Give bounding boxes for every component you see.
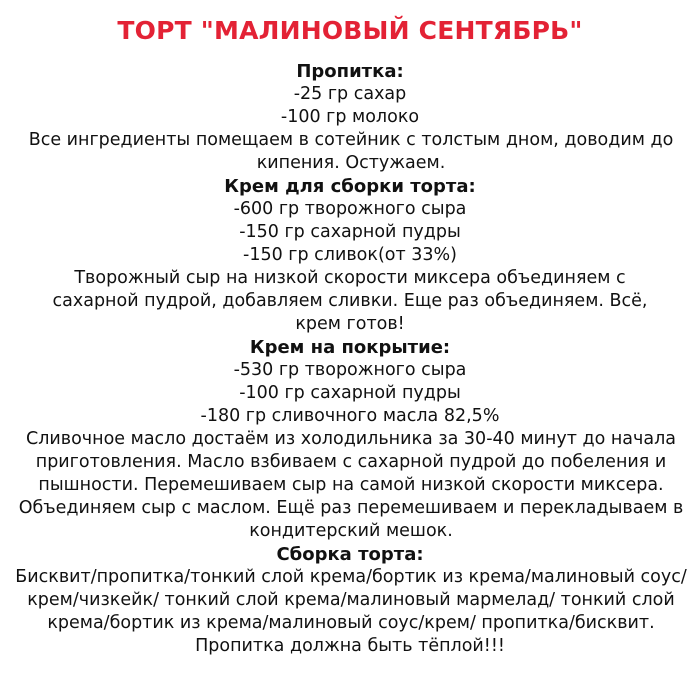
- section-assembly-cream: [6, 175, 694, 336]
- section-coating-cream: [6, 336, 694, 543]
- page-title: ТОРТ "МАЛИНОВЫЙ СЕНТЯБРЬ": [117, 16, 583, 45]
- footer-note: Пропитка должна быть тёплой!!!: [195, 636, 505, 656]
- instruction-text: Все ингредиенты помещаем в сотейник с толстым дном, доводим до кипения. Остужаем.: [28, 130, 674, 173]
- ingredient-line: -100 гр сахарной пудры: [239, 383, 461, 403]
- section-heading: Крем для сборки торта:: [224, 176, 476, 197]
- section-heading: Сборка торта:: [276, 544, 424, 565]
- section-heading: Пропитка:: [296, 61, 404, 82]
- section-soak: [6, 60, 694, 175]
- ingredient-line: -530 гр творожного сыра: [233, 360, 467, 380]
- ingredient-line: -180 гр сливочного масла 82,5%: [200, 406, 500, 426]
- ingredient-line: -100 гр молоко: [280, 107, 420, 127]
- section-heading: Крем на покрытие:: [249, 337, 451, 358]
- ingredient-line: -600 гр творожного сыра: [233, 199, 467, 219]
- ingredient-line: -150 гр сливок(от 33%): [243, 245, 457, 265]
- instruction-text: Бисквит/пропитка/тонкий слой крема/бортик из крема/малиновый соус/крем/чизкейк/ тонкий слой крема/малиновый мармелад/ тонкий слой крема/бортик из крема/малиновый соус/крем/ пропитка/бисквит.: [15, 567, 687, 633]
- section-cake-assembly: [6, 543, 694, 635]
- ingredient-line: -150 гр сахарной пудры: [239, 222, 461, 242]
- ingredient-line: -25 гр сахар: [293, 84, 407, 104]
- instruction-text: Творожный сыр на низкой скорости миксера объединяем с сахарной пудрой, добавляем сливки. Еще раз объединяем. Всё, крем готов!: [52, 268, 648, 334]
- instruction-text: Сливочное масло достаём из холодильника за 30-40 минут до начала приготовления. Масло взбиваем с сахарной пудрой до побеления и пышности. Перемешиваем сыр на самой низкой скорости миксера. Объединяем сыр с маслом. Ещё раз перемешиваем и перекладываем в кондитерский мешок.: [18, 429, 684, 541]
